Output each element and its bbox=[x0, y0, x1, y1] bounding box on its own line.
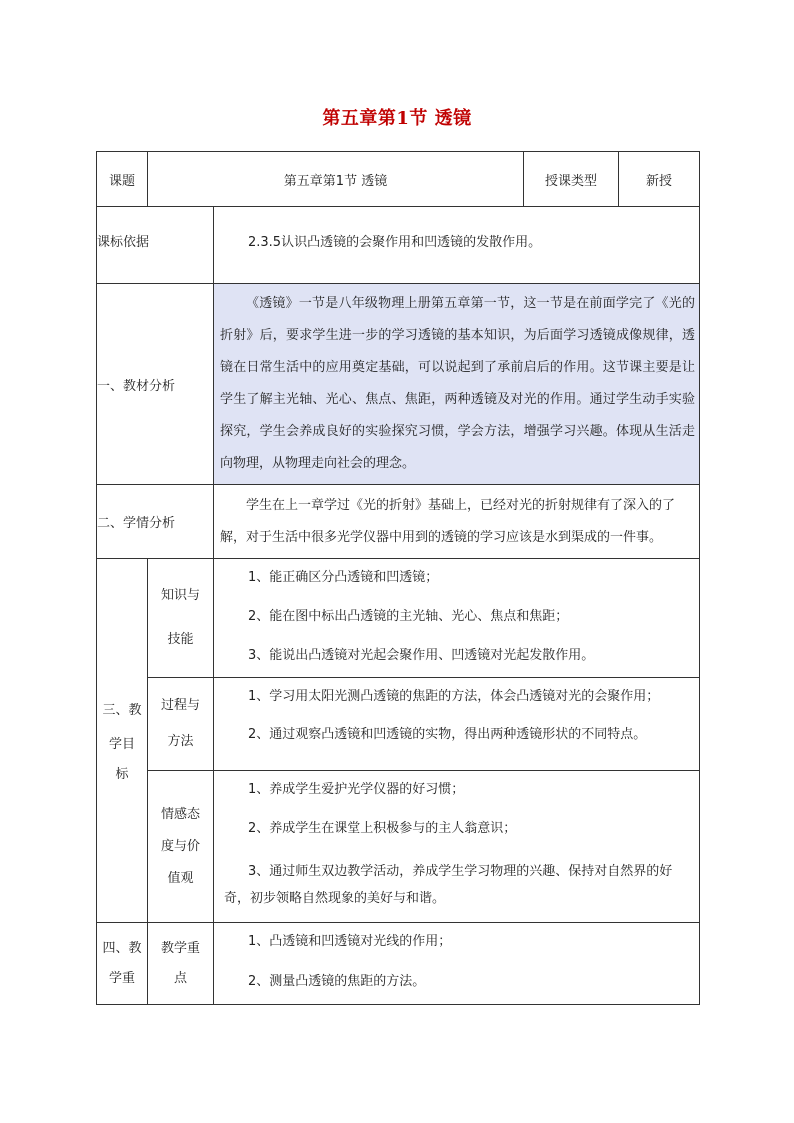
topic-label: 课题 bbox=[97, 152, 148, 207]
list-item: 3、通过师生双边教学活动，养成学生学习物理的兴趣、保持对自然界的好奇，初步领略自然现象的美好与和谐。 bbox=[224, 864, 673, 906]
emotion-values-items bbox=[214, 771, 700, 923]
process-row bbox=[97, 678, 700, 771]
emotion-row bbox=[97, 771, 700, 923]
list-item: 1、能正确区分凸透镜和凹透镜； bbox=[248, 570, 439, 585]
emotion-values-label: 情感态 度与价 值观 bbox=[148, 771, 214, 923]
objectives-label: 三、教 学目 标 bbox=[97, 559, 148, 923]
basis-label: 课标依据 bbox=[97, 207, 214, 284]
list-item: 1、凸透镜和凹透镜对光线的作用； bbox=[248, 934, 452, 949]
lesson-type-label: 授课类型 bbox=[524, 152, 619, 207]
topic-row bbox=[97, 152, 700, 207]
learner-analysis-text: 学生在上一章学过《光的折射》基础上，已经对光的折射规律有了深入的了解，对于生活中很多光学仪器中用到的透镜的学习应该是水到渠成的一件事。 bbox=[220, 497, 676, 545]
basis-text: 2.3.5认识凸透镜的会聚作用和凹透镜的发散作用。 bbox=[214, 207, 700, 284]
list-item: 2、养成学生在课堂上积极参与的主人翁意识； bbox=[248, 821, 517, 836]
teaching-focus-label: 教学重 点 bbox=[148, 923, 214, 1005]
key-points-label: 四、教 学重 bbox=[97, 923, 148, 1005]
learner-analysis-row bbox=[97, 485, 700, 559]
page-title: 第五章第1节 透镜 bbox=[322, 108, 472, 129]
list-item: 1、养成学生爱护光学仪器的好习惯； bbox=[248, 782, 465, 797]
textbook-analysis-cell bbox=[214, 284, 700, 485]
knowledge-row bbox=[97, 559, 700, 678]
textbook-analysis-text: 《透镜》一节是八年级物理上册第五章第一节，这一节是在前面学完了《光的折射》后，要求学生进一步的学习透镜的基本知识，为后面学习透镜成像规律，透镜在日常生活中的应用奠定基础，可以说起到了承前启后的作用。这节课主要是让学生了解主光轴、光心、焦点、焦距，两种透镜及对光的作用。通过学生动手实验探究，学生会养成良好的实验探究习惯，学会方法，增强学习兴趣。体现从生活走向物理，从物理走向社会的理念。 bbox=[214, 284, 699, 484]
textbook-analysis-row bbox=[97, 284, 700, 485]
list-item: 2、能在图中标出凸透镜的主光轴、光心、焦点和焦距； bbox=[248, 609, 569, 624]
list-item: 3、能说出凸透镜对光起会聚作用、凹透镜对光起发散作用。 bbox=[248, 648, 595, 663]
learner-analysis-cell bbox=[214, 485, 700, 559]
topic-value: 第五章第1节 透镜 bbox=[148, 152, 524, 207]
lesson-type-value: 新授 bbox=[619, 152, 700, 207]
textbook-analysis-label: 一、教材分析 bbox=[97, 284, 214, 485]
process-methods-label: 过程与 方法 bbox=[148, 678, 214, 771]
lesson-plan-table bbox=[96, 151, 700, 1005]
knowledge-skills-label: 知识与 技能 bbox=[148, 559, 214, 678]
key-points-items bbox=[214, 923, 700, 1005]
key-points-row bbox=[97, 923, 700, 1005]
list-item: 1、学习用太阳光测凸透镜的焦距的方法，体会凸透镜对光的会聚作用； bbox=[248, 689, 660, 704]
list-item: 2、通过观察凸透镜和凹透镜的实物，得出两种透镜形状的不同特点。 bbox=[248, 727, 647, 742]
process-methods-items bbox=[214, 678, 700, 771]
list-item: 2、测量凸透镜的焦距的方法。 bbox=[248, 974, 426, 989]
basis-row bbox=[97, 207, 700, 284]
learner-analysis-label: 二、学情分析 bbox=[97, 485, 214, 559]
knowledge-skills-items bbox=[214, 559, 700, 678]
